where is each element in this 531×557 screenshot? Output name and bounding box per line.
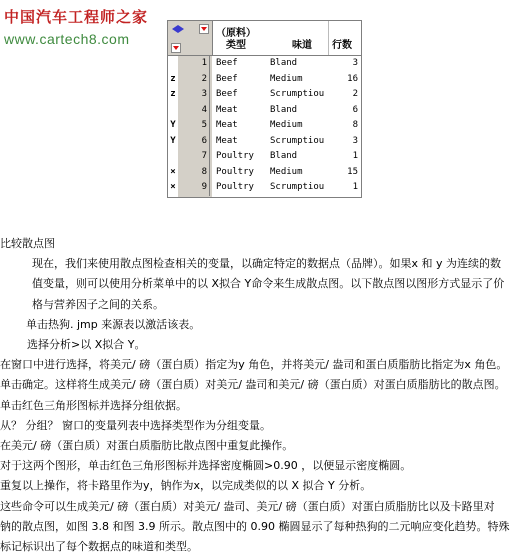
conclusion-line2: 钠的散点图，如图 3.8 和图 3.9 所示。散点图中的 0.90 椭圆显示了每种热狗的二元响应变化趋势。特殊 [0, 519, 510, 533]
watermark-url: www.cartech8.com [4, 31, 130, 47]
step-group-by: 单击红色三角形图标并选择分组依据。 [0, 398, 187, 412]
row-marker: z [170, 89, 176, 99]
table-row[interactable] [168, 165, 361, 181]
section-heading: 比较散点图 [0, 237, 55, 250]
step-choose-group-variable: 从？ 分组？ 窗口的变量列表中选择类型作为分组变量。 [0, 418, 271, 432]
cell-type[interactable]: Poultry [216, 166, 254, 177]
paragraph-intro-line1: 现在，我们来使用散点图检查相关的变量，以确定特定的数据点（品牌）。如果x 和 y 为连续的数 [32, 257, 502, 271]
column-header-type[interactable] [214, 21, 276, 55]
table-row[interactable] [168, 103, 361, 119]
cell-count[interactable]: 16 [347, 73, 358, 84]
triangle-right-icon[interactable] [178, 25, 184, 33]
table-row[interactable] [168, 56, 361, 72]
table-row[interactable] [168, 180, 361, 196]
cell-type[interactable]: Poultry [216, 151, 254, 161]
cell-taste[interactable]: Medium [270, 120, 303, 130]
cell-count[interactable]: 1 [352, 151, 358, 161]
row-number[interactable]: 2 [178, 72, 210, 88]
cell-count[interactable]: 3 [352, 58, 358, 68]
row-number[interactable]: 6 [178, 134, 210, 150]
cell-type[interactable]: Meat [216, 135, 238, 146]
step-assign-roles: 在窗口中进行选择，将美元/ 磅（蛋白质）指定为y 角色，并将美元/ 盎司和蛋白质脂肪比指定为x 角色。 [0, 358, 508, 372]
row-marker: Y [170, 120, 176, 130]
paragraph-intro-line2: 值变量，则可以使用分析菜单中的以 X拟合 Y命令来生成散点图。以下散点图以图形方式显示了价 [32, 277, 505, 291]
table-row[interactable] [168, 149, 361, 165]
red-triangle-menu-icon[interactable] [199, 24, 209, 34]
watermark-site-name: 中国汽车工程师之家 [4, 8, 149, 26]
cell-taste[interactable]: Medium [270, 166, 303, 177]
cell-type[interactable]: Meat [216, 104, 238, 115]
conclusion-line3: 标记标识出了每个数据点的味道和类型。 [0, 540, 198, 554]
column-header-rows-label: 行数 [332, 40, 352, 51]
cell-type[interactable]: Beef [216, 89, 238, 99]
cell-type[interactable]: Meat [216, 120, 238, 130]
cell-taste[interactable]: Bland [270, 151, 298, 161]
row-marker: × [170, 166, 176, 177]
cell-taste[interactable]: Bland [270, 58, 298, 68]
cell-taste[interactable]: Medium [270, 73, 303, 84]
column-header-taste-label: 味道 [292, 40, 312, 51]
step-click-ok: 单击确定。这样将生成美元/ 磅（蛋白质）对美元/ 盎司和美元/ 磅（蛋白质）对蛋白质脂肪比的散点图。 [0, 378, 506, 392]
row-marker: Y [170, 135, 176, 146]
table-corner [168, 21, 213, 55]
row-number[interactable]: 1 [178, 56, 210, 72]
cell-taste[interactable]: Scrumptiou [270, 135, 325, 146]
row-number[interactable]: 5 [178, 118, 210, 134]
step-density-ellipse: 对于这两个图形，单击红色三角形图标并选择密度椭圆>0.90 ，以便显示密度椭圆。 [0, 459, 412, 473]
document-body [0, 234, 531, 557]
cell-taste[interactable]: Scrumptiou [270, 89, 325, 99]
cell-taste[interactable]: Bland [270, 104, 298, 115]
cell-count[interactable]: 1 [352, 182, 358, 192]
cell-count[interactable]: 8 [352, 120, 358, 130]
cell-count[interactable]: 3 [352, 135, 358, 146]
row-marker: z [170, 73, 176, 84]
step-select-analysis: 选择分析>以 X拟合 Y。 [27, 338, 146, 352]
table-row[interactable] [168, 118, 361, 134]
paragraph-intro-line3: 格与营养因子之间的关系。 [32, 297, 164, 311]
watermark [4, 6, 148, 47]
table-row[interactable] [168, 134, 361, 150]
step-repeat: 在美元/ 磅（蛋白质）对蛋白质脂肪比散点图中重复此操作。 [0, 439, 294, 453]
cell-type[interactable]: Beef [216, 58, 238, 68]
row-number[interactable]: 3 [178, 87, 210, 103]
row-number[interactable]: 4 [178, 103, 210, 119]
column-header-taste[interactable] [280, 21, 328, 55]
column-header-type-label: 类型 [226, 40, 246, 51]
conclusion-line1: 这些命令可以生成美元/ 磅（蛋白质）对美元/ 盎司、美元/ 磅（蛋白质）对蛋白质脂肪比以及卡路里对 [0, 499, 495, 513]
step-activate-table: 单击热狗. jmp 来源表以激活该表。 [26, 317, 201, 331]
table-row[interactable] [168, 87, 361, 103]
cell-count[interactable]: 2 [352, 89, 358, 99]
red-triangle-rows-menu-icon[interactable] [171, 43, 181, 53]
step-calories-sodium: 重复以上操作，将卡路里作为y，钠作为x，以完成类似的以 X 拟合 Y 分析。 [0, 479, 372, 493]
column-header-rows[interactable] [328, 21, 362, 55]
row-marker: × [170, 182, 176, 192]
column-header-type-role: （原料） [216, 28, 256, 39]
row-number[interactable]: 7 [178, 149, 210, 165]
cell-count[interactable]: 6 [352, 104, 358, 115]
data-table [167, 20, 362, 198]
table-body [168, 56, 361, 196]
table-row[interactable] [168, 72, 361, 88]
cell-type[interactable]: Poultry [216, 182, 254, 192]
row-number[interactable]: 8 [178, 165, 210, 181]
table-header [168, 21, 361, 56]
cell-type[interactable]: Beef [216, 73, 238, 84]
row-number[interactable]: 9 [178, 180, 210, 196]
cell-taste[interactable]: Scrumptiou [270, 182, 325, 192]
cell-count[interactable]: 15 [347, 166, 358, 177]
